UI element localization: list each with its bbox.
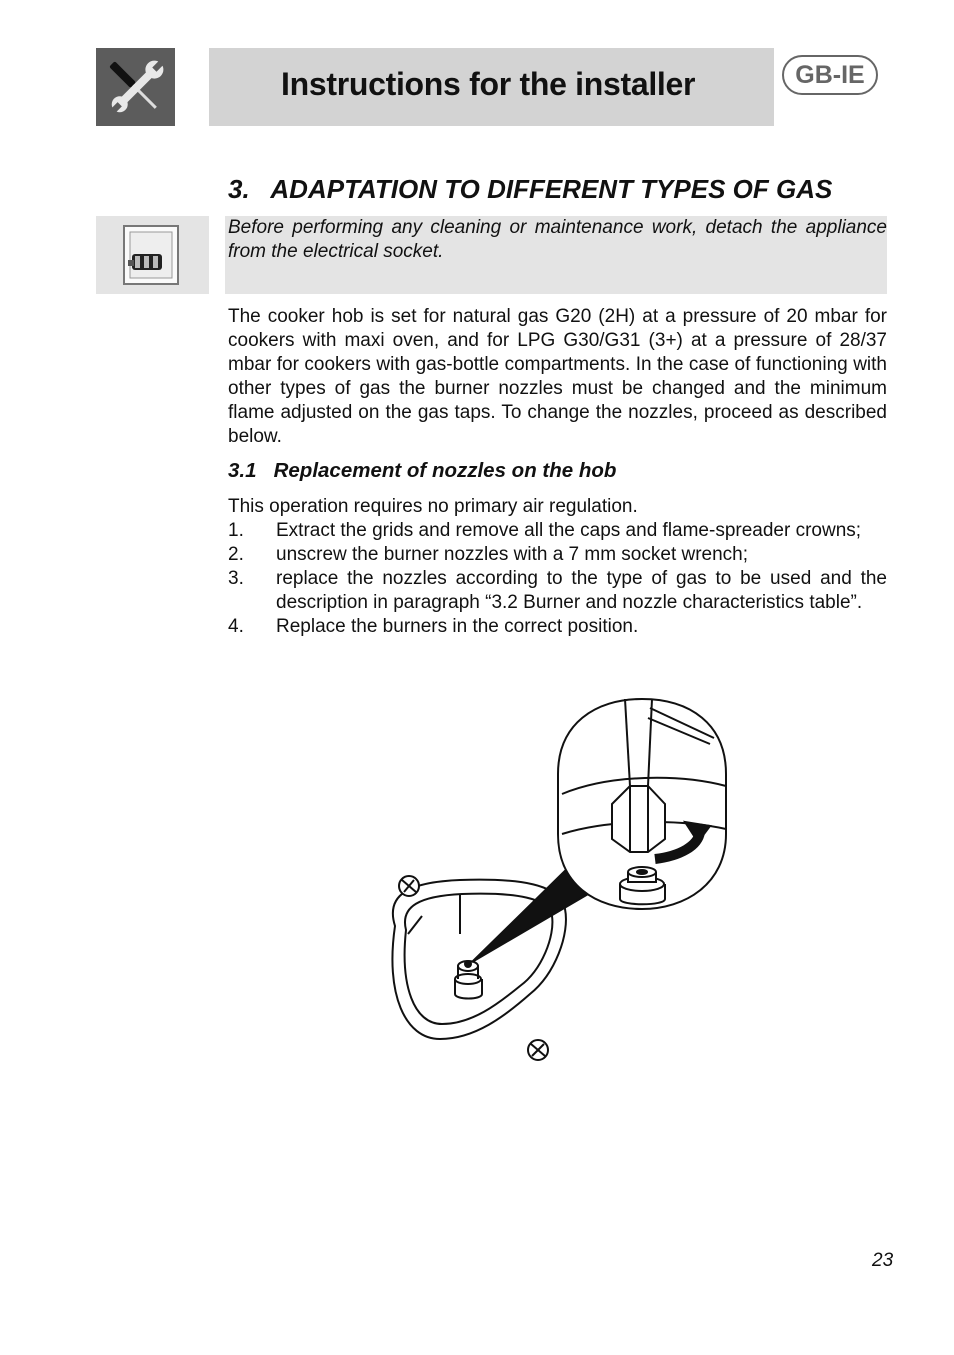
subsection-number: 3.1 <box>228 459 257 482</box>
step-number: 4. <box>228 616 244 637</box>
step-text: replace the nozzles according to the type of gas to be used and the description in paragraph “3.2 Burner and nozzle characteristics table”. <box>276 568 887 613</box>
warning-box <box>225 216 887 294</box>
list-item <box>228 543 887 567</box>
section-title: ADAPTATION TO DIFFERENT TYPES OF GAS <box>270 174 833 204</box>
burner-nozzle-illustration <box>380 694 734 1066</box>
list-item <box>228 519 887 543</box>
page-number: 23 <box>872 1250 894 1271</box>
list-item <box>228 567 887 615</box>
step-text: Extract the grids and remove all the caps and flame-spreader crowns; <box>276 520 862 541</box>
section-number: 3. <box>228 174 250 204</box>
step-text: Replace the burners in the correct position. <box>276 616 639 637</box>
step-number: 3. <box>228 568 244 589</box>
language-badge: GB-IE <box>782 55 878 95</box>
page-title: Instructions for the installer <box>281 66 696 102</box>
body-paragraph: The cooker hob is set for natural gas G20 (2H) at a pressure of 20 mbar for cookers with maxi oven, and for LPG G30/G31 (3+) at a pressure of 28/37 mbar for cookers with gas-bottle compartments. In the case of functioning with other types of gas the burner nozzles must be changed and the minimum flame adjusted on the gas taps. To change the nozzles, proceed as described below. <box>228 306 887 447</box>
wrench-screwdriver-icon <box>96 48 175 126</box>
header-bar <box>209 48 774 126</box>
subsection-title: Replacement of nozzles on the hob <box>273 459 617 482</box>
section-heading <box>228 174 832 205</box>
step-number: 2. <box>228 544 244 565</box>
list-item <box>228 615 887 639</box>
subsection-intro: This operation requires no primary air regulation. <box>228 496 638 517</box>
subsection-heading <box>228 459 616 483</box>
electrical-socket-icon <box>96 216 209 294</box>
steps-list <box>228 519 887 639</box>
step-number: 1. <box>228 520 244 541</box>
warning-text: Before performing any cleaning or maintenance work, detach the appliance from the electrical socket. <box>228 217 887 262</box>
step-text: unscrew the burner nozzles with a 7 mm socket wrench; <box>276 544 749 565</box>
